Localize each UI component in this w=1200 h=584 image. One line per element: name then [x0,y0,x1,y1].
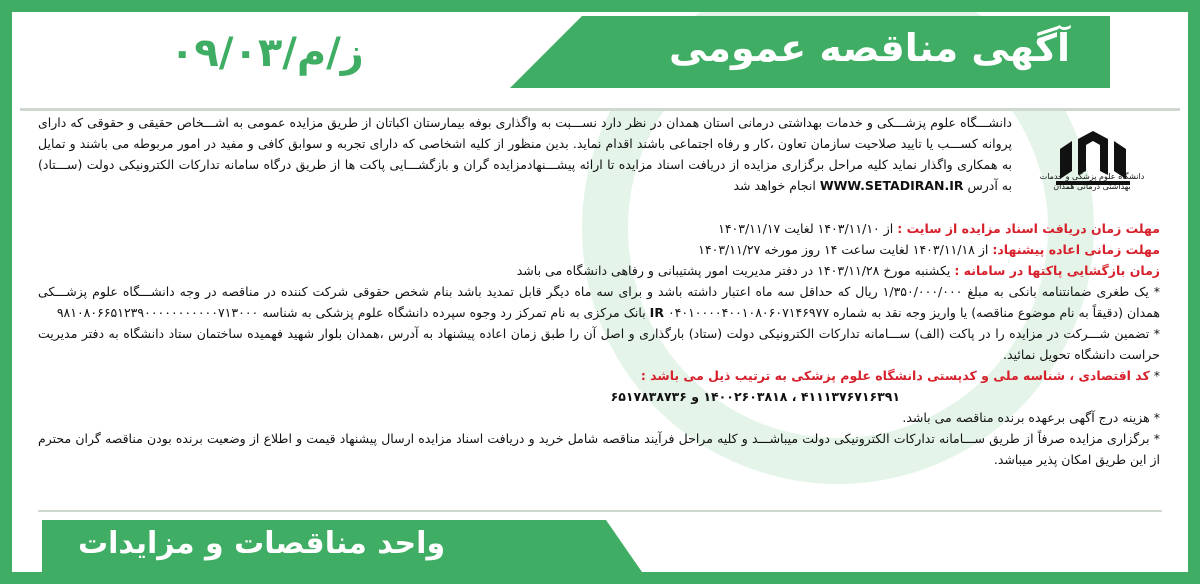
bullet: * [1153,410,1160,425]
bullet: * [1153,326,1160,341]
intro-paragraph [38,112,1012,196]
note-text: برگزاری مزایده صرفاً از طریق ســـامانه تدارکات الکترونیکی دولت میباشـــد و کلیه مراحل فرآیند مناقصه شامل خرید و دریافت اسناد مزایده ارسال پیشنهاد قیمت و اطلاع از وضعیت برنده بودن مناقصه گران محترم از این طریق امکان پذیر میباشد. [38,431,1160,467]
note-row [38,407,1160,428]
schedule-row [38,239,1160,260]
submission-paragraph [38,323,1160,365]
schedule-value: از ۱۴۰۳/۱۱/۱۰ لغایت ۱۴۰۳/۱۱/۱۷ [718,221,894,236]
iban-label: IR [649,305,664,320]
codes-paragraph [38,365,1160,386]
details-section [38,218,1160,470]
notice-code: ۰۹/۰۳/ز/م [170,30,364,76]
bullet: * [1153,368,1160,383]
bullet: * [1153,284,1160,299]
codes-value: ۴۱۱۱۳۷۶۷۱۶۳۹۱ ، ۱۴۰۰۲۶۰۳۸۱۸ و ۶۵۱۷۸۳۸۷۳۶ [610,389,900,404]
guarantee-text-2: بانک مرکزی به نام تمرکز رد وجوه سپرده دانشگاه علوم پزشکی به شناسه ۹۸۱۰۸۰۶۶۵۱۲۳۹۰۰۰۰۰۰۰۰۰۰۰۷۱۳۰۰۰ [56,305,646,320]
logo-caption: دانشگاه علوم پزشکی و خدمات بهداشتی درمانی همدان [1039,172,1145,191]
schedule-value: یکشنبه مورخ ۱۴۰۳/۱۱/۲۸ در دفتر مدیریت امور پشتیبانی و رفاهی دانشگاه می باشد [516,263,951,278]
notice-title: آگهی مناقصه عمومی [668,26,1070,70]
schedule-label: مهلت زمان دریافت اسناد مزایده از سایت : [897,221,1160,236]
note-row [38,428,1160,470]
footer-divider [38,510,1162,512]
schedule-value: از ۱۴۰۳/۱۱/۱۸ لغایت ساعت ۱۴ روز مورخه ۱۴۰۳/۱۱/۲۷ [698,242,989,257]
intro-section [38,112,1012,196]
guarantee-paragraph [38,281,1160,323]
codes-label: کد اقتصادی ، شناسه ملی و کدپستی دانشگاه علوم پزشکی به ترتیب ذیل می باشد : [640,368,1150,383]
website-link[interactable]: WWW.SETADIRAN.IR [819,178,964,193]
notice-header [20,16,1180,111]
notice-panel [12,12,1188,572]
note-text: هزینه درج آگهی برعهده برنده مناقصه می باشد. [902,410,1150,425]
schedule-label: مهلت زمانی اعاده پیشنهاد: [992,242,1160,257]
footer-title: واحد مناقصات و مزایدات [78,526,446,561]
guarantee-text: یک طغری ضمانتنامه بانکی به مبلغ ۱/۳۵۰/۰۰۰/۰۰۰ ریال که حداقل سه ماه اعتبار داشته باشد و برای سه ماه دیگر قابل تمدید باشد بنام شخص حقوقی شرکت کننده در مناقصه در وجه دانشـــگاه علوم پزشـــکی همدان (دقیقاً به نام موضوع مناقصه) یا واریز وجه نقد به شماره ۰۴۰۱۰۰۰۰۴۰۰۱۰۸۰۶۰۷۱۴۶۹۷۷ [38,284,1160,320]
schedule-row [38,218,1160,239]
intro-text: دانشـــگاه علوم پزشـــکی و خدمات بهداشتی درمانی استان همدان در نظر دارد نســـبت به واگذاری بوفه بیمارستان اکباتان از طریق مزایده عمومی به اشـــخاص حقیقی و حقوقی که دارای پروانه کســـب یا تایید صلاحیت سازمان تعاون ،کار و رفاه اجتماعی باشند اقدام نماید. بدین منظور از کلیه اشخاصی که دارای تجربه و سوابق کافی و مفید در امور مربوطه می باشند و تمایل به همکاری واگذار نماید کلیه مراحل برگزاری مزایده از دریافت اسناد مزایده تا ارائه پیشـــنهادمزایده گران و بازگشـــایی پاکت ها از طریق درگاه سامانه تدارکات الکترونیکی دولت (ســـتاد) به آدرس [38,115,1012,193]
bullet: * [1153,431,1160,446]
schedule-label: زمان بازگشایی پاکتها در سامانه : [954,263,1160,278]
submission-text: تضمین شـــرکت در مزایده را در پاکت (الف) ســـامانه تدارکات الکترونیکی دولت (ستاد) بارگذاری و اصل آن را طبق زمان اعاده پیشنهاد به آدرس ،همدان بلوار شهید فهمیده ساختمان ستاد دانشگاه به دفتر مدیریت حراست دانشگاه تحویل نمائید. [38,326,1160,362]
schedule-row [38,260,1160,281]
intro-tail: انجام خواهد شد [733,178,816,193]
